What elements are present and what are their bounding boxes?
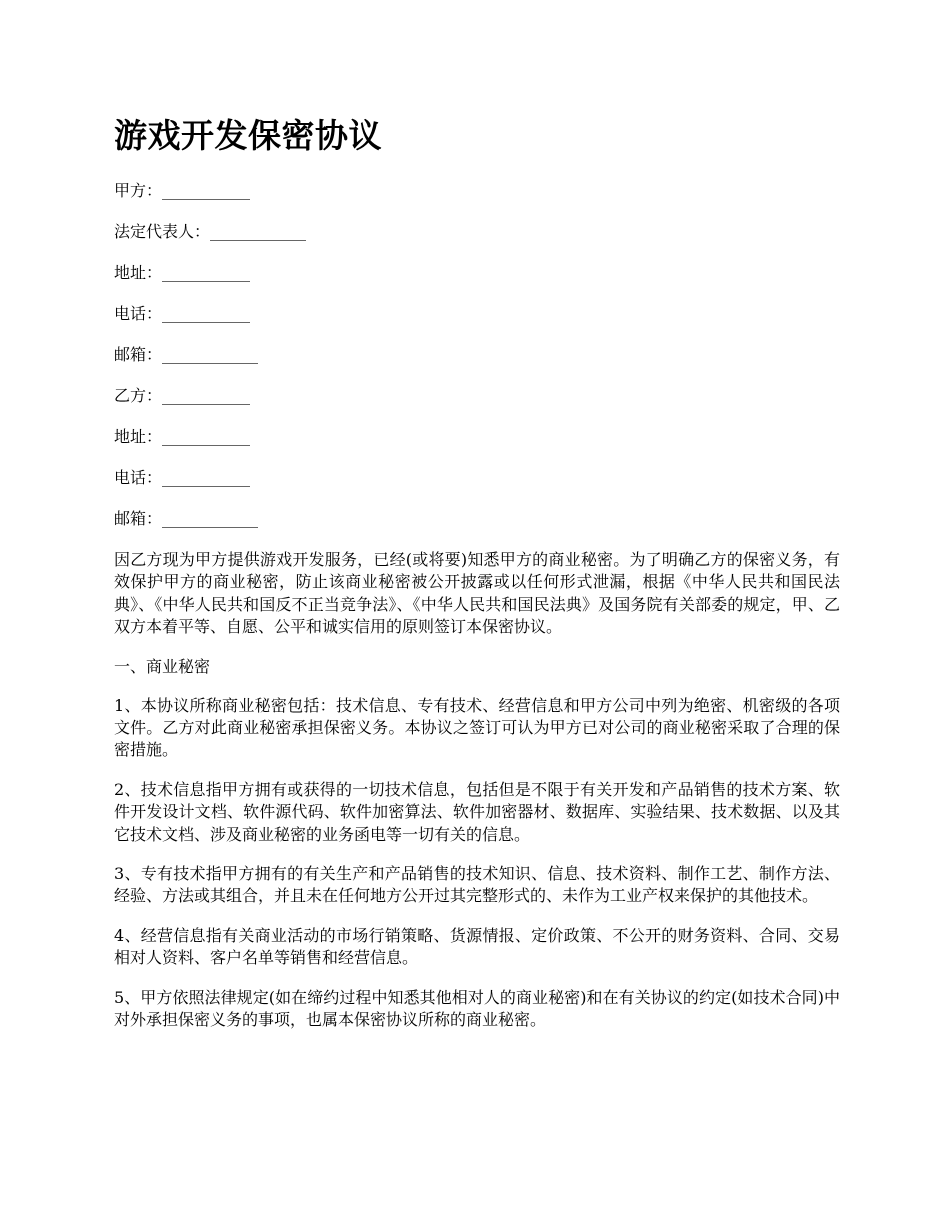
party-fields [114,180,840,530]
field-label: 乙方： [114,386,163,405]
field-blank: ____________ [162,345,259,364]
clause-4: 4、经营信息指有关商业活动的市场行销策略、货源情报、定价政策、不公开的财务资料、合同、交易相对人资料、客户名单等销售和经营信息。 [114,925,840,968]
party-a-field [114,180,840,202]
party-a-phone-field [114,303,840,325]
section-heading: 一、商业秘密 [114,656,211,676]
field-label: 邮箱： [114,509,163,528]
field-label: 地址： [114,263,163,282]
clause-1: 1、本协议所称商业秘密包括：技术信息、专有技术、经营信息和甲方公司中列为绝密、机密级的各项文件。乙方对此商业秘密承担保密义务。本协议之签订可认为甲方已对公司的商业秘密采取了合理的保密措施。 [114,695,840,760]
field-label: 邮箱： [114,345,163,364]
field-label: 电话： [114,468,163,487]
document-page [114,112,840,1049]
field-blank: ___________ [162,263,251,282]
party-b-phone-field [114,467,840,489]
document-title: 游戏开发保密协议 [114,116,382,155]
field-label: 电话： [114,304,163,323]
field-blank: ____________ [162,509,259,528]
field-blank: ___________ [162,304,251,323]
field-label: 地址： [114,427,163,446]
party-a-address-field [114,262,840,284]
party-b-email-field [114,508,840,530]
field-label: 甲方： [114,181,163,200]
legal-representative-field [114,221,840,243]
intro-paragraph: 因乙方现为甲方提供游戏开发服务，已经(或将要)知悉甲方的商业秘密。为了明确乙方的保密义务，有效保护甲方的商业秘密，防止该商业秘密被公开披露或以任何形式泄漏，根据《中华人民共和国民法典》、《中华人民共和国反不正当竞争法》、《中华人民共和国民法典》及国务院有关部委的规定，甲、乙双方本着平等、自愿、公平和诚实信用的原则签订本保密协议。 [114,550,840,637]
clause-5: 5、甲方依照法律规定(如在缔约过程中知悉其他相对人的商业秘密)和在有关协议的约定(如技术合同)中对外承担保密义务的事项，也属本保密协议所称的商业秘密。 [114,987,840,1030]
party-b-address-field [114,426,840,448]
clause-2: 2、技术信息指甲方拥有或获得的一切技术信息，包括但是不限于有关开发和产品销售的技术方案、软件开发设计文档、软件源代码、软件加密算法、软件加密器材、数据库、实验结果、技术数据、以及其它技术文档、涉及商业秘密的业务函电等一切有关的信息。 [114,779,840,844]
field-blank: ___________ [162,181,251,200]
field-blank: ____________ [210,222,307,241]
field-label: 法定代表人： [114,222,211,241]
party-b-field [114,385,840,407]
clause-3: 3、专有技术指甲方拥有的有关生产和产品销售的技术知识、信息、技术资料、制作工艺、制作方法、经验、方法或其组合，并且未在任何地方公开过其完整形式的、未作为工业产权来保护的其他技术。 [114,864,840,906]
field-blank: ___________ [162,427,251,446]
field-blank: ___________ [162,468,251,487]
field-blank: ___________ [162,386,251,405]
party-a-email-field [114,344,840,366]
